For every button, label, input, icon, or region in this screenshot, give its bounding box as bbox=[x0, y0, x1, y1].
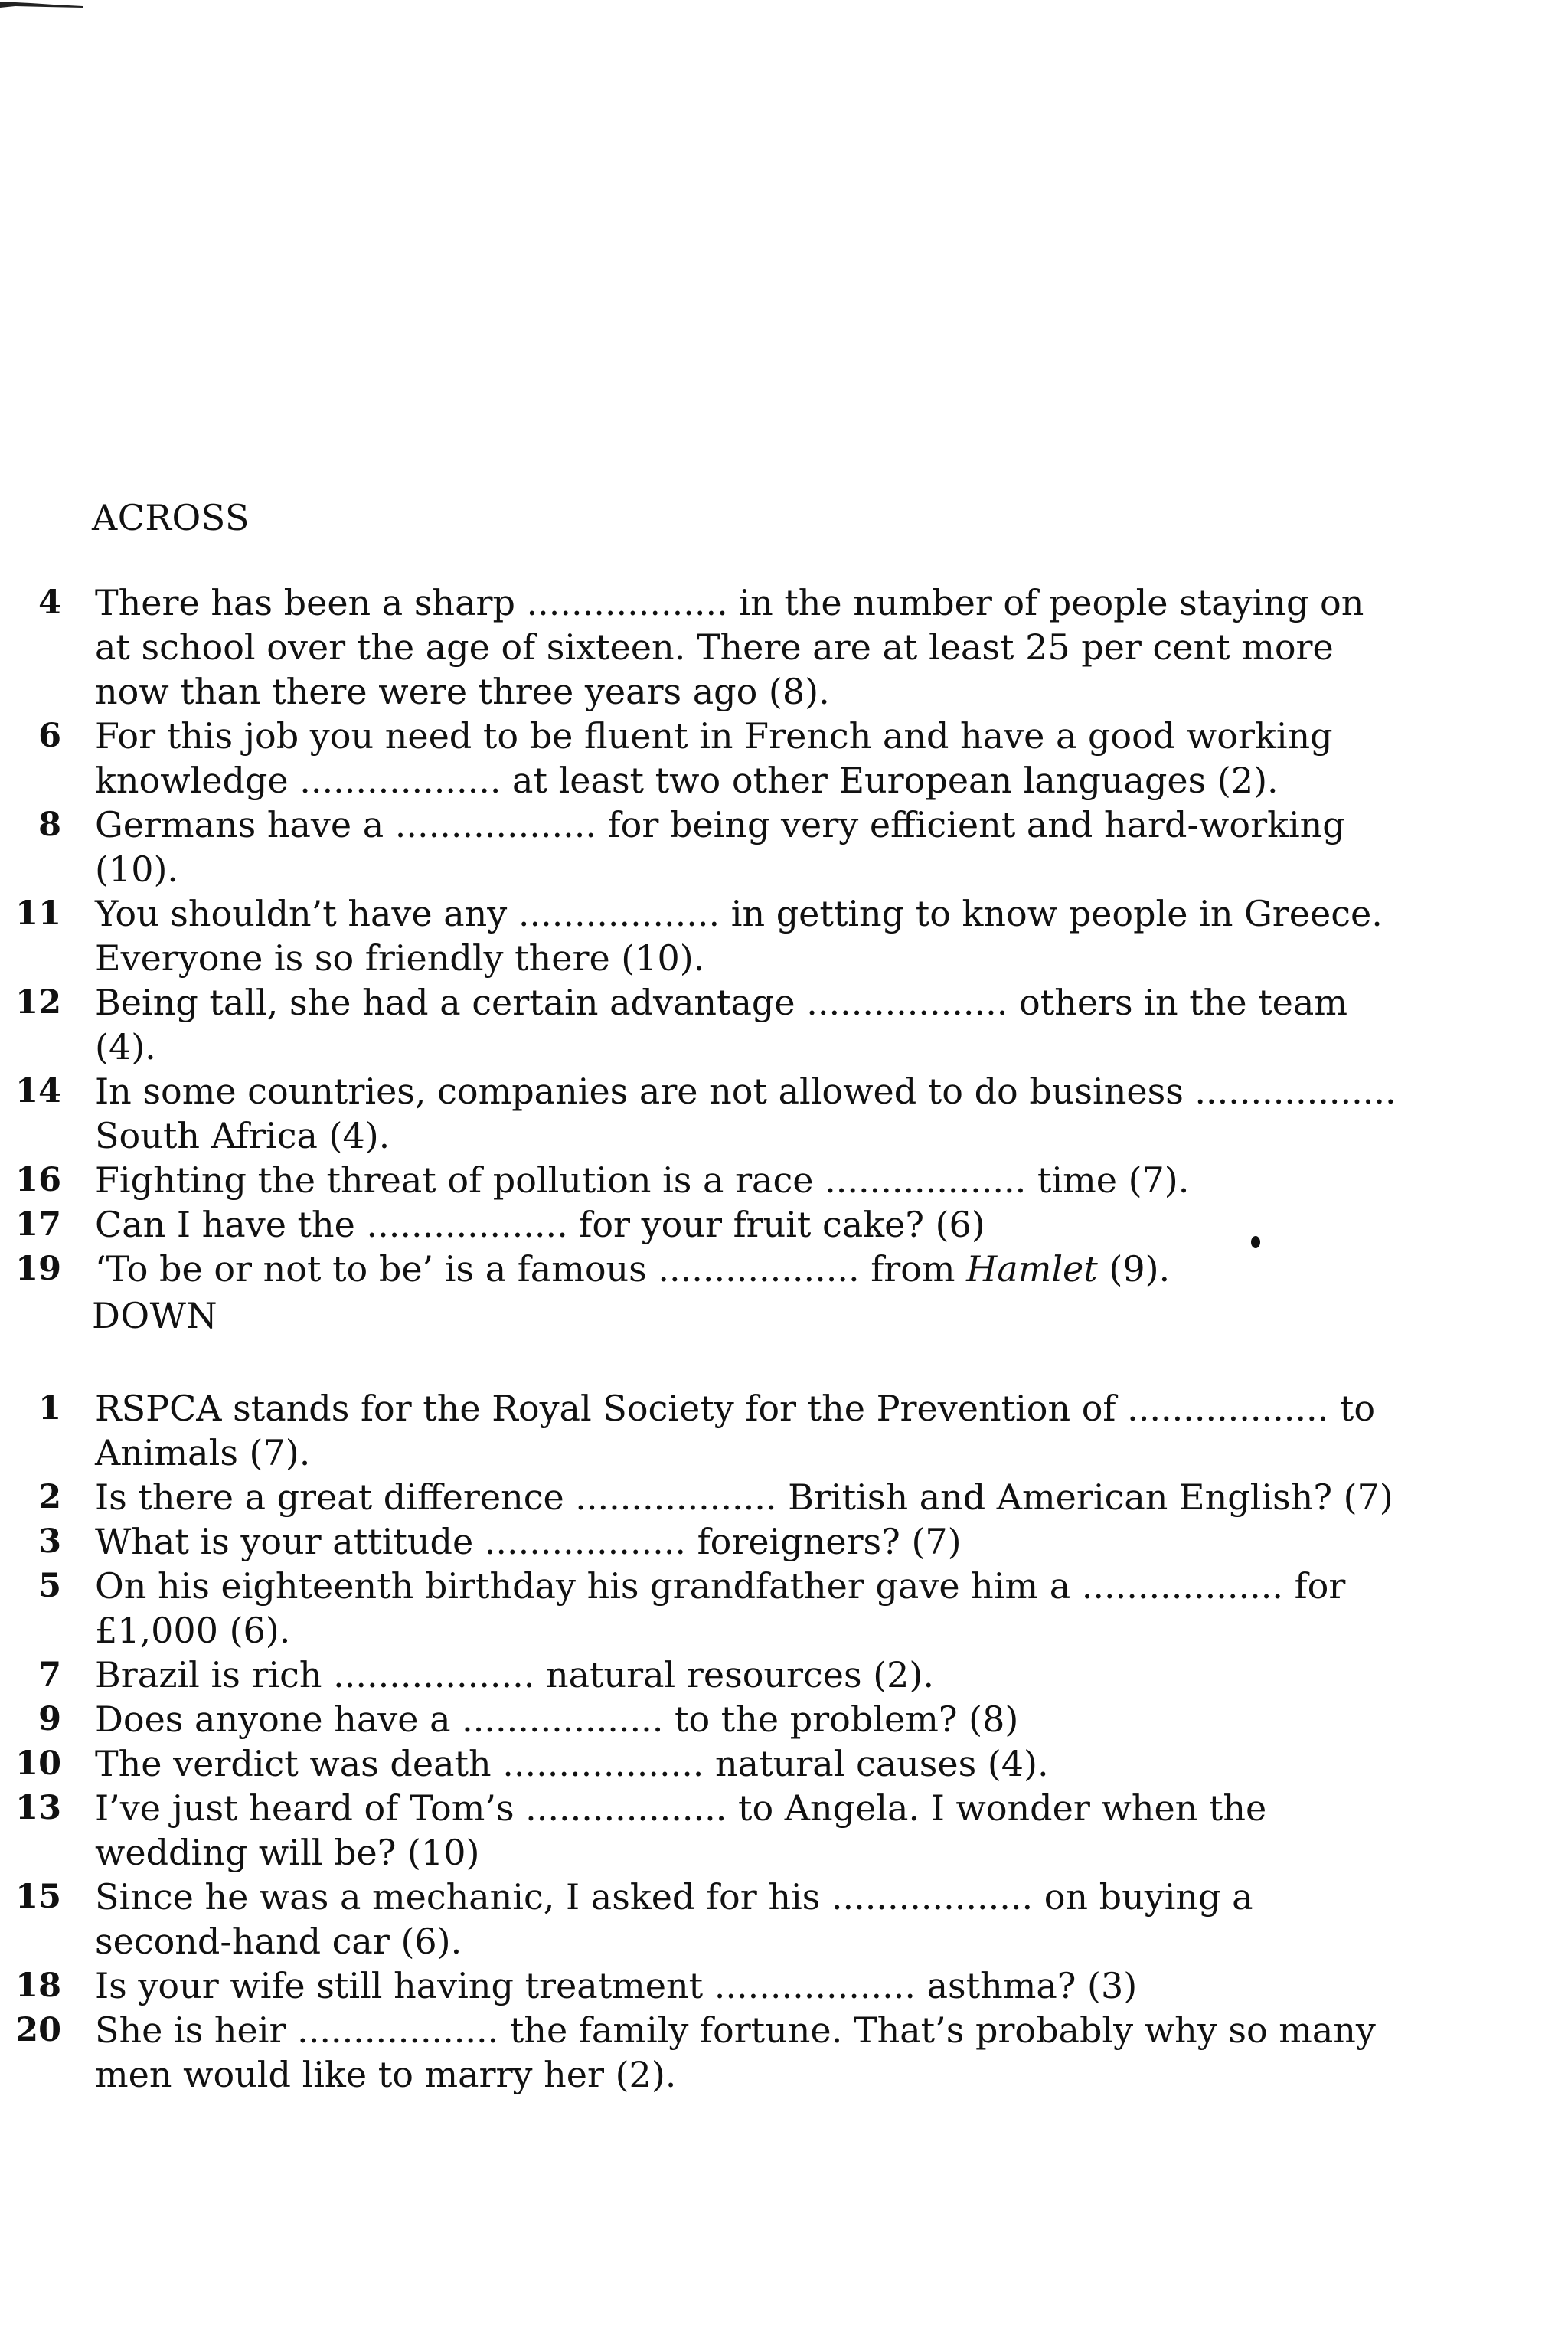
clue-number: 17 bbox=[15, 1205, 61, 1244]
clue-number: 13 bbox=[15, 1789, 61, 1827]
clue-number: 20 bbox=[15, 2011, 61, 2049]
clue-number: 8 bbox=[38, 806, 61, 844]
scan-edge-mark bbox=[0, 0, 84, 11]
clue-number: 1 bbox=[38, 1389, 61, 1427]
down-clue-15 bbox=[0, 1875, 1568, 1964]
down-clue-list bbox=[0, 1386, 1568, 2097]
down-clue-10 bbox=[0, 1741, 1568, 1786]
down-heading: DOWN bbox=[92, 1295, 218, 1336]
down-clue-18 bbox=[0, 1964, 1568, 2008]
across-clue-17 bbox=[0, 1202, 1568, 1247]
clue-text: ‘To be or not to be’ is a famous .................. from Hamlet (9). bbox=[95, 1248, 1171, 1290]
clue-text: Since he was a mechanic, I asked for his .................. on buying a second-hand car (6). bbox=[95, 1876, 1253, 1962]
clue-number: 7 bbox=[38, 1656, 61, 1694]
across-heading: ACROSS bbox=[92, 497, 250, 538]
clue-number: 11 bbox=[15, 894, 61, 933]
clue-text: Brazil is rich .................. natural resources (2). bbox=[95, 1654, 935, 1695]
clue-text: I’ve just heard of Tom’s .................. to Angela. I wonder when the wedding will be? (10) bbox=[95, 1787, 1267, 1873]
down-clue-3 bbox=[0, 1519, 1568, 1564]
clue-text: In some countries, companies are not allowed to do business .................. South Africa (4). bbox=[95, 1071, 1396, 1156]
across-clue-11 bbox=[0, 891, 1568, 980]
clue-number: 3 bbox=[38, 1522, 61, 1561]
down-clue-2 bbox=[0, 1475, 1568, 1519]
clue-number: 18 bbox=[15, 1967, 61, 2005]
across-clue-6 bbox=[0, 714, 1568, 803]
clue-text: Does anyone have a .................. to the problem? (8) bbox=[95, 1699, 1019, 1740]
clue-text: You shouldn’t have any .................. in getting to know people in Greece. Everyone is so friendly there (10). bbox=[95, 893, 1383, 979]
clue-number: 10 bbox=[15, 1744, 61, 1783]
down-clue-7 bbox=[0, 1653, 1568, 1697]
clue-text: Germans have a .................. for being very efficient and hard-working (10). bbox=[95, 804, 1345, 890]
clue-number: 4 bbox=[38, 584, 61, 622]
down-clue-9 bbox=[0, 1697, 1568, 1741]
clue-text: What is your attitude .................. foreigners? (7) bbox=[95, 1521, 962, 1562]
clue-text: She is heir .................. the family fortune. That’s probably why so many men would like to marry her (2). bbox=[95, 2009, 1376, 2095]
clue-text: Is there a great difference .................. British and American English? (7) bbox=[95, 1476, 1393, 1518]
clue-number: 6 bbox=[38, 717, 61, 755]
play-title: Hamlet bbox=[966, 1248, 1098, 1290]
across-clue-14 bbox=[0, 1069, 1568, 1158]
across-clue-12 bbox=[0, 980, 1568, 1069]
clue-text: On his eighteenth birthday his grandfather gave him a .................. for £1,000 (6). bbox=[95, 1565, 1346, 1651]
across-clue-4 bbox=[0, 580, 1568, 714]
clue-text: For this job you need to be fluent in French and have a good working knowledge .................. at least two other European languages (2). bbox=[95, 715, 1333, 801]
clue-text: There has been a sharp .................. in the number of people staying on at school over the age of sixteen. There are at least 25 per cent more now than there were three years ago (8). bbox=[95, 582, 1364, 712]
across-clue-8 bbox=[0, 803, 1568, 891]
clue-text: The verdict was death .................. natural causes (4). bbox=[95, 1743, 1049, 1784]
clue-number: 5 bbox=[38, 1567, 61, 1605]
down-clue-1 bbox=[0, 1386, 1568, 1475]
down-clue-13 bbox=[0, 1786, 1568, 1875]
clue-number: 15 bbox=[15, 1878, 61, 1916]
clue-number: 2 bbox=[38, 1478, 61, 1516]
down-clue-20 bbox=[0, 2008, 1568, 2097]
clue-text: RSPCA stands for the Royal Society for the Prevention of .................. to Animals (7). bbox=[95, 1388, 1376, 1473]
stray-mark bbox=[1251, 1236, 1260, 1248]
down-clue-5 bbox=[0, 1564, 1568, 1653]
clue-text: Being tall, she had a certain advantage .................. others in the team (4). bbox=[95, 982, 1348, 1068]
clue-text: Can I have the .................. for your fruit cake? (6) bbox=[95, 1204, 985, 1245]
clue-number: 12 bbox=[15, 983, 61, 1022]
clue-number: 9 bbox=[38, 1700, 61, 1738]
clue-text: Is your wife still having treatment .................. asthma? (3) bbox=[95, 1965, 1138, 2006]
clue-number: 19 bbox=[15, 1250, 61, 1288]
across-clue-19 bbox=[0, 1247, 1568, 1291]
clue-text: Fighting the threat of pollution is a race .................. time (7). bbox=[95, 1159, 1190, 1201]
clue-number: 16 bbox=[15, 1161, 61, 1199]
across-clue-list bbox=[0, 580, 1568, 1291]
across-clue-16 bbox=[0, 1158, 1568, 1202]
clue-number: 14 bbox=[15, 1072, 61, 1110]
